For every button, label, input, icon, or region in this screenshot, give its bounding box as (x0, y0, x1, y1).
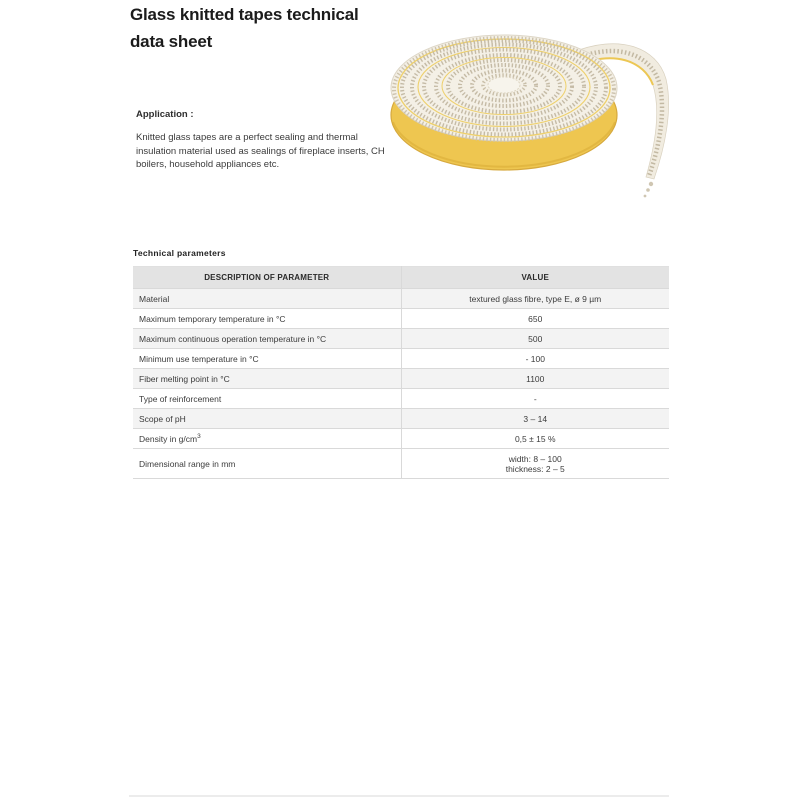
parameter-cell: Type of reinforcement (133, 389, 401, 409)
parameter-cell: Dimensional range in mm (133, 449, 401, 479)
table-row (133, 289, 669, 309)
parameter-cell: Fiber melting point in °C (133, 369, 401, 389)
technical-parameters-label: Technical parameters (133, 248, 226, 258)
parameter-cell: Maximum continuous operation temperature in °C (133, 329, 401, 349)
value-cell: 650 (401, 309, 669, 329)
tape-roll-top-surface (391, 35, 617, 141)
value-cell: 1100 (401, 369, 669, 389)
parameter-cell: Scope of pH (133, 409, 401, 429)
page-title (130, 1, 359, 55)
value-cell: width: 8 – 100 thickness: 2 – 5 (401, 449, 669, 479)
table-header-row (133, 267, 669, 289)
parameter-cell: Maximum temporary temperature in °C (133, 309, 401, 329)
table-row (133, 389, 669, 409)
page-title-line-2: data sheet (130, 32, 213, 51)
value-cell: - 100 (401, 349, 669, 369)
table-row (133, 449, 669, 479)
application-heading: Application : (136, 109, 194, 120)
table-row (133, 329, 669, 349)
parameter-cell: Material (133, 289, 401, 309)
table-row (133, 409, 669, 429)
table-header-description: DESCRIPTION OF PARAMETER (133, 267, 401, 289)
tape-roll-photo (383, 27, 698, 212)
value-cell: textured glass fibre, type E, ø 9 µm (401, 289, 669, 309)
page-title-line-1: Glass knitted tapes technical (130, 5, 359, 24)
value-cell: 500 (401, 329, 669, 349)
table-row (133, 369, 669, 389)
application-paragraph-line: Knitted glass tapes are a perfect sealing and thermal (136, 132, 358, 143)
value-cell: 0,5 ± 15 % (401, 429, 669, 449)
table-row (133, 429, 669, 449)
application-paragraph-line: insulation material used as sealings of fireplace inserts, CH (136, 145, 385, 157)
value-cell: 3 – 14 (401, 409, 669, 429)
table-row (133, 349, 669, 369)
technical-parameters-table (133, 266, 669, 479)
footer-divider (129, 795, 669, 797)
parameter-cell: Density in $g/cm^3$ (133, 429, 401, 449)
parameter-cell: Minimum use temperature in °C (133, 349, 401, 369)
table-row (133, 309, 669, 329)
value-cell: - (401, 389, 669, 409)
table-header-value: VALUE (401, 267, 669, 289)
application-paragraph (136, 131, 385, 172)
application-paragraph-line: boilers, household appliances etc. (136, 159, 280, 171)
